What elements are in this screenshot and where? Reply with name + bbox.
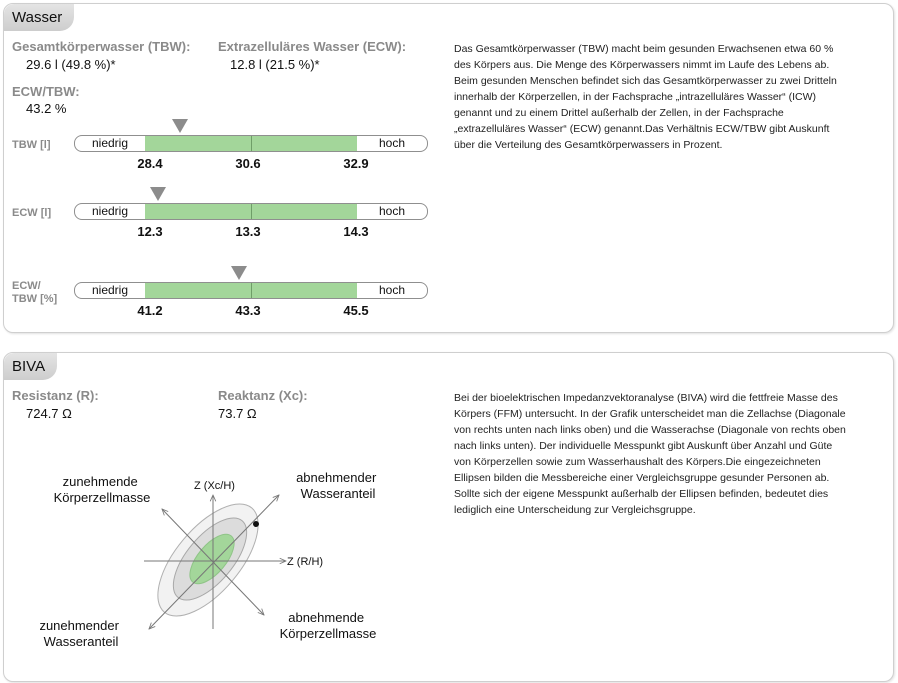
description-line: über die Verteilung des Gesamtkörperwassers in Prozent. <box>454 139 723 151</box>
range-marker-ecw <box>150 187 166 201</box>
biva-description <box>454 390 874 518</box>
range-midline <box>251 204 252 219</box>
resistance-value: 724.7 Ω <box>26 406 72 421</box>
corner-label-line: abnehmender <box>296 470 377 485</box>
tick-mid: 30.6 <box>235 156 261 171</box>
range-marker-ratio <box>231 266 247 280</box>
ecw-value: 12.8 l (21.5 %)* <box>230 57 320 72</box>
measurement-point <box>253 521 259 527</box>
description-line: von Körperzellen sowie zum Wasserhaushalt des Körpers.Die eingezeichneten <box>454 456 821 468</box>
high-label: hoch <box>378 283 406 297</box>
corner-label-line: abnehmende <box>288 610 365 625</box>
wasser-panel-title: Wasser <box>4 4 74 31</box>
range-row-label <box>12 207 51 220</box>
description-line: lediglich eine Unterscheidung zur Vergleichsgruppe. <box>454 504 696 516</box>
corner-label-top-right <box>296 470 380 501</box>
description-line: Das Gesamtkörperwasser (TBW) macht beim gesunden Erwachsenen etwa 60 % <box>454 43 834 55</box>
low-label: niedrig <box>91 204 129 218</box>
description-line: Bei der bioelektrischen Impedanzvektoranalyse (BIVA) wird die fettfreie Masse des <box>454 392 838 404</box>
high-label: hoch <box>378 204 406 218</box>
corner-label-line: zunehmende <box>62 474 138 489</box>
wasser-panel <box>3 3 894 333</box>
tbw-value: 29.6 l (49.8 %)* <box>26 57 116 72</box>
description-line: innerhalb der Körperzellen, in der Fachsprache „intrazelluläres Wasser“ (ICW) <box>454 91 816 103</box>
low-label: niedrig <box>91 283 129 297</box>
biva-panel-title: BIVA <box>4 353 57 380</box>
description-line: Ellipsen bilden die Messbereiche einer Vergleichsgruppe gesunder Personen ab. <box>454 472 830 484</box>
low-label: niedrig <box>91 136 129 150</box>
range-bar-tbw <box>74 135 428 152</box>
tick-high: 14.3 <box>343 224 369 239</box>
axis-y-label: Z (Xc/H) <box>194 480 235 492</box>
tbw-label: Gesamtkörperwasser (TBW): <box>12 39 191 54</box>
description-line: nach links unten). Der individuelle Messpunkt gibt Auskunft über Anzahl und Güte <box>454 440 833 452</box>
description-line: Sollte sich der eigene Messpunkt außerhalb der Ellipsen befinden, bedeutet dies <box>454 488 829 500</box>
description-line: „extrazelluläres Wasser“ (ECW) genannt.Das Verhältnis ECW/TBW gibt Auskunft <box>454 123 830 135</box>
ecw-label: Extrazelluläres Wasser (ECW): <box>218 39 407 54</box>
tick-low: 28.4 <box>137 156 163 171</box>
range-row-label-line: TBW [l] <box>12 139 51 151</box>
wasser-description <box>454 41 874 153</box>
reactance-label: Reaktanz (Xc): <box>218 388 308 403</box>
reactance-value: 73.7 Ω <box>218 406 257 421</box>
range-row-label-line: ECW/ <box>12 280 41 292</box>
corner-label-line: Körperzellmasse <box>53 490 151 505</box>
corner-label-line: Wasseranteil <box>43 634 119 649</box>
corner-label-line: Wasseranteil <box>300 486 376 501</box>
tick-mid: 43.3 <box>235 303 261 318</box>
description-line: Beim gesunden Menschen befindet sich das Gesamtkörperwasser zu zwei Dritteln <box>454 75 837 87</box>
range-row-label <box>12 139 50 152</box>
corner-label-bottom-right <box>280 610 377 641</box>
tick-low: 12.3 <box>137 224 163 239</box>
tick-low: 41.2 <box>137 303 163 318</box>
biva-vector-graph <box>4 453 444 683</box>
biva-panel <box>3 352 894 682</box>
corner-label-line: Körperzellmasse <box>279 626 377 641</box>
corner-label-line: zunehmender <box>39 618 119 633</box>
range-midline <box>251 283 252 298</box>
description-line: von rechts unten nach links oben) und die Wasserachse (Diagonale von rechts oben <box>454 424 846 436</box>
tick-mid: 13.3 <box>235 224 261 239</box>
tick-high: 45.5 <box>343 303 369 318</box>
description-line: genannt und zu einem Drittel außerhalb der Zellen, in der Fachsprache <box>454 107 784 119</box>
range-row-label <box>12 280 57 306</box>
high-label: hoch <box>378 136 406 150</box>
description-line: Körpers (FFM) untersucht. In der Grafik unterscheidet man die Zellachse (Diagonale <box>454 408 846 420</box>
range-row-label-line: ECW [l] <box>12 207 52 219</box>
ecw-tbw-label: ECW/TBW: <box>12 84 80 99</box>
corner-label-top-left <box>54 474 151 505</box>
ecw-tbw-value: 43.2 % <box>26 101 67 116</box>
range-bar-ecw <box>74 203 428 220</box>
range-bar-ratio <box>74 282 428 299</box>
description-line: des Körpers aus. Die Menge des Körperwassers nimmt im Laufe des Lebens ab. <box>454 59 830 71</box>
tick-high: 32.9 <box>343 156 369 171</box>
axis-x-label: Z (R/H) <box>287 556 324 568</box>
resistance-label: Resistanz (R): <box>12 388 99 403</box>
range-midline <box>251 136 252 151</box>
range-marker-tbw <box>172 119 188 133</box>
range-row-label-line: TBW [%] <box>12 293 58 305</box>
corner-label-bottom-left <box>39 618 122 649</box>
